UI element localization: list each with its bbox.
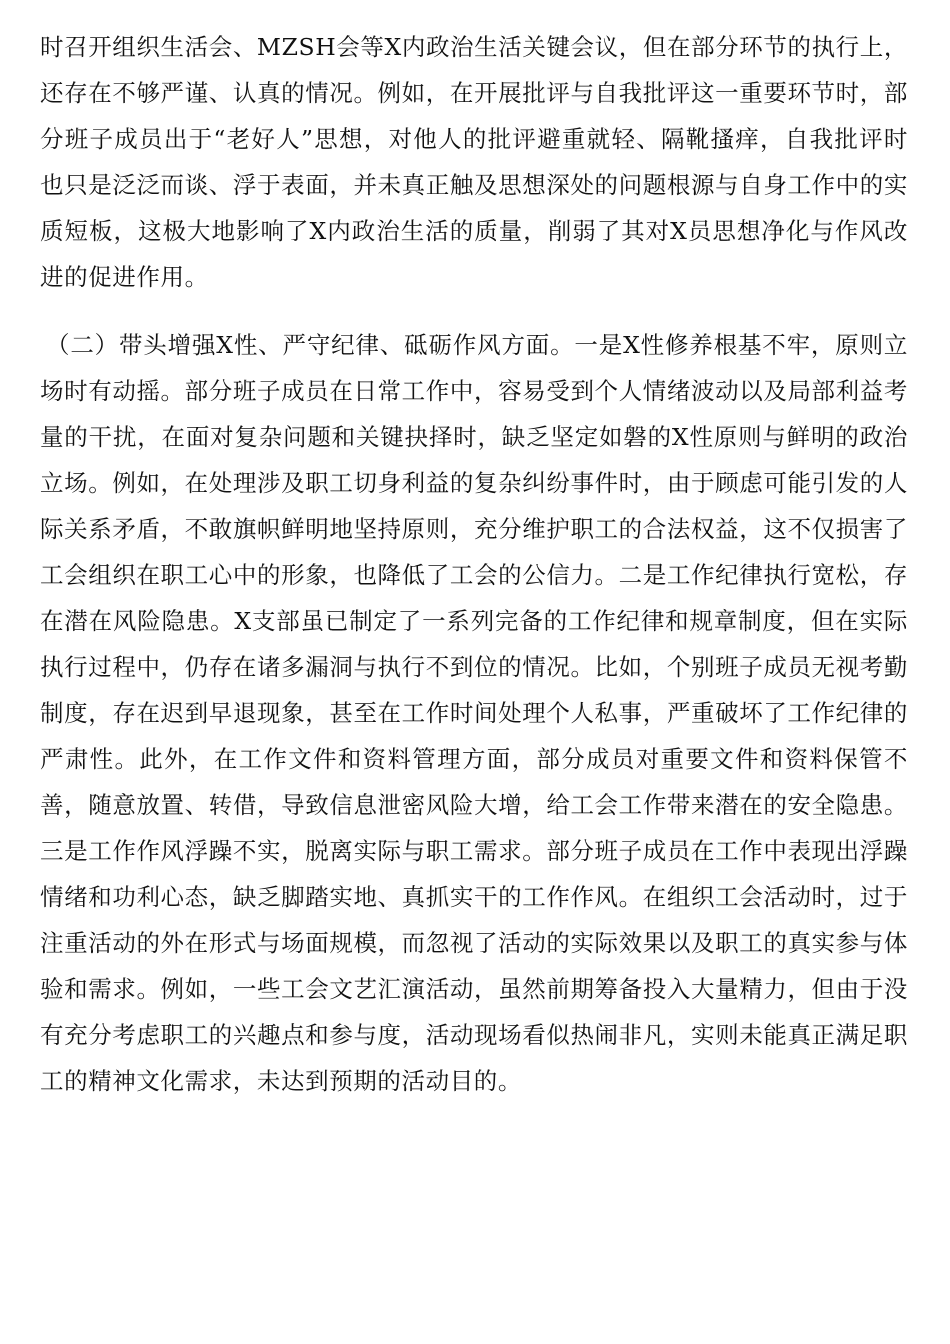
paragraph-section-two: （二）带头增强X性、严守纪律、砥砺作风方面。一是X性修养根基不牢，原则立场时有动摇。部分班子成员在日常工作中，容易受到个人情绪波动以及局部利益考量的干扰，在面对复杂问题和关键抉择时，缺乏坚定如磐的X性原则与鲜明的政治立场。例如，在处理涉及职工切身利益的复杂纠纷事件时，由于顾虑可能引发的人际关系矛盾，不敢旗帜鲜明地坚持原则，充分维护职工的合法权益，这不仅损害了工会组织在职工心中的形象，也降低了工会的公信力。二是工作纪律执行宽松，存在潜在风险隐患。X支部虽已制定了一系列完备的工作纪律和规章制度，但在实际执行过程中，仍存在诸多漏洞与执行不到位的情况。比如，个别班子成员无视考勤制度，存在迟到早退现象，甚至在工作时间处理个人私事，严重破坏了工作纪律的严肃性。此外，在工作文件和资料管理方面，部分成员对重要文件和资料保管不善，随意放置、转借，导致信息泄密风险大增，给工会工作带来潜在的安全隐患。三是工作作风浮躁不实，脱离实际与职工需求。部分班子成员在工作中表现出浮躁情绪和功利心态，缺乏脚踏实地、真抓实干的工作作风。在组织工会活动时，过于注重活动的外在形式与场面规模，而忽视了活动的实际效果以及职工的真实参与体验和需求。例如，一些工会文艺汇演活动，虽然前期筹备投入大量精力，但由于没有充分考虑职工的兴趣点和参与度，活动现场看似热闹非凡，实则未能真正满足职工的精神文化需求，未达到预期的活动目的。 xyxy=(40,331,908,1095)
document-page xyxy=(40,24,908,1104)
paragraph-continuation: 时召开组织生活会、MZSH会等X内政治生活关键会议，但在部分环节的执行上，还存在不够严谨、认真的情况。例如，在开展批评与自我批评这一重要环节时，部分班子成员出于“老好人”思想，对他人的批评避重就轻、隔靴搔痒，自我批评时也只是泛泛而谈、浮于表面，并未真正触及思想深处的问题根源与自身工作中的实质短板，这极大地影响了X内政治生活的质量，削弱了其对X员思想净化与作风改进的促进作用。 xyxy=(40,33,908,291)
